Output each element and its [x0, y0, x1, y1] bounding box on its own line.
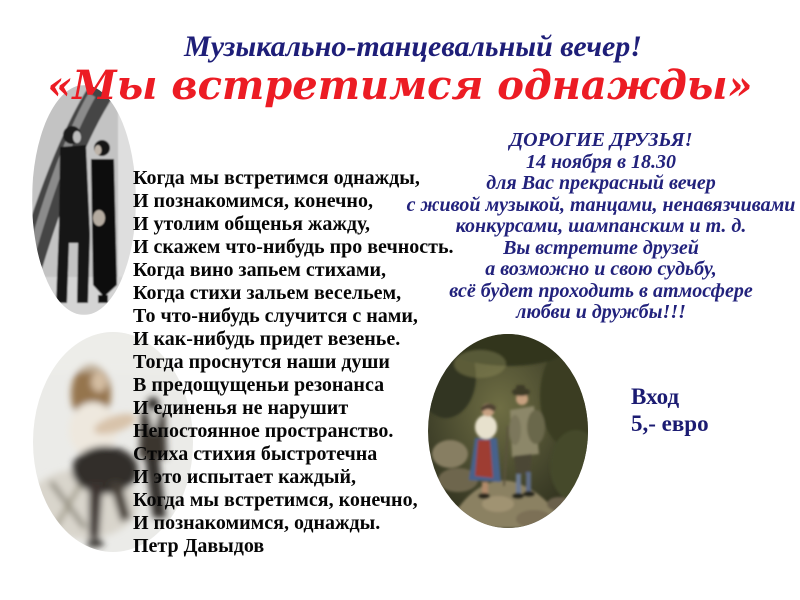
poem-line: Когда вино запьем стихами, [133, 259, 387, 281]
poem-line: И познакомимся, однажды. [133, 512, 381, 534]
poem-line: Стиха стихия быстротечна [133, 443, 378, 465]
page-title: Музыкально-танцевальный вечер! [184, 30, 642, 63]
entry-fee [631, 383, 709, 437]
announcement-line: для Вас прекрасный вечер [486, 172, 716, 194]
poem-line: Непостоянное пространство. [133, 420, 394, 442]
announcement-line: конкурсами, шампанским и т. д. [455, 215, 747, 237]
poem-line: Когда стихи зальем весельем, [133, 282, 402, 304]
entry-fee-label: Вход [631, 384, 680, 409]
poem-line: Тогда проснутся наши души [133, 351, 390, 373]
poem-line: Когда мы встретимся однажды, [133, 167, 420, 189]
announcement-line: любви и дружбы!!! [516, 301, 686, 323]
announcement [403, 130, 799, 324]
entry-fee-price: 5,- евро [631, 411, 709, 436]
page-subtitle: «Мы встретимся однажды» [47, 62, 753, 109]
poem-line: И познакомимся, конечно, [133, 190, 373, 212]
poem-line: И как-нибудь придет везенье. [133, 328, 401, 350]
poem-author: Петр Давыдов [133, 535, 265, 557]
poem-line: И утолим общенья жажду, [133, 213, 371, 235]
poem-line: И единенья не нарушит [133, 397, 349, 419]
announcement-line: Вы встретите друзей [503, 236, 699, 259]
announcement-line: а возможно и свою судьбу, [485, 258, 717, 280]
announcement-line: всё будет проходить в атмосфере [449, 279, 753, 302]
couple-photo [32, 85, 136, 315]
poem-line: То что-нибудь случится с нами, [133, 305, 418, 327]
poem-line: В предощущеньи резонанса [133, 374, 385, 396]
announcement-line: ДОРОГИЕ ДРУЗЬЯ! [509, 129, 693, 151]
poem-line: И скажем что-нибудь про вечность. [133, 236, 454, 258]
announcement-line: 14 ноября в 18.30 [525, 150, 677, 173]
announcement-line: с живой музыкой, танцами, ненавязчивами [406, 193, 796, 216]
poem-line: И это испытает каждый, [133, 466, 357, 488]
poem-line: Когда мы встретимся, конечно, [133, 489, 418, 511]
